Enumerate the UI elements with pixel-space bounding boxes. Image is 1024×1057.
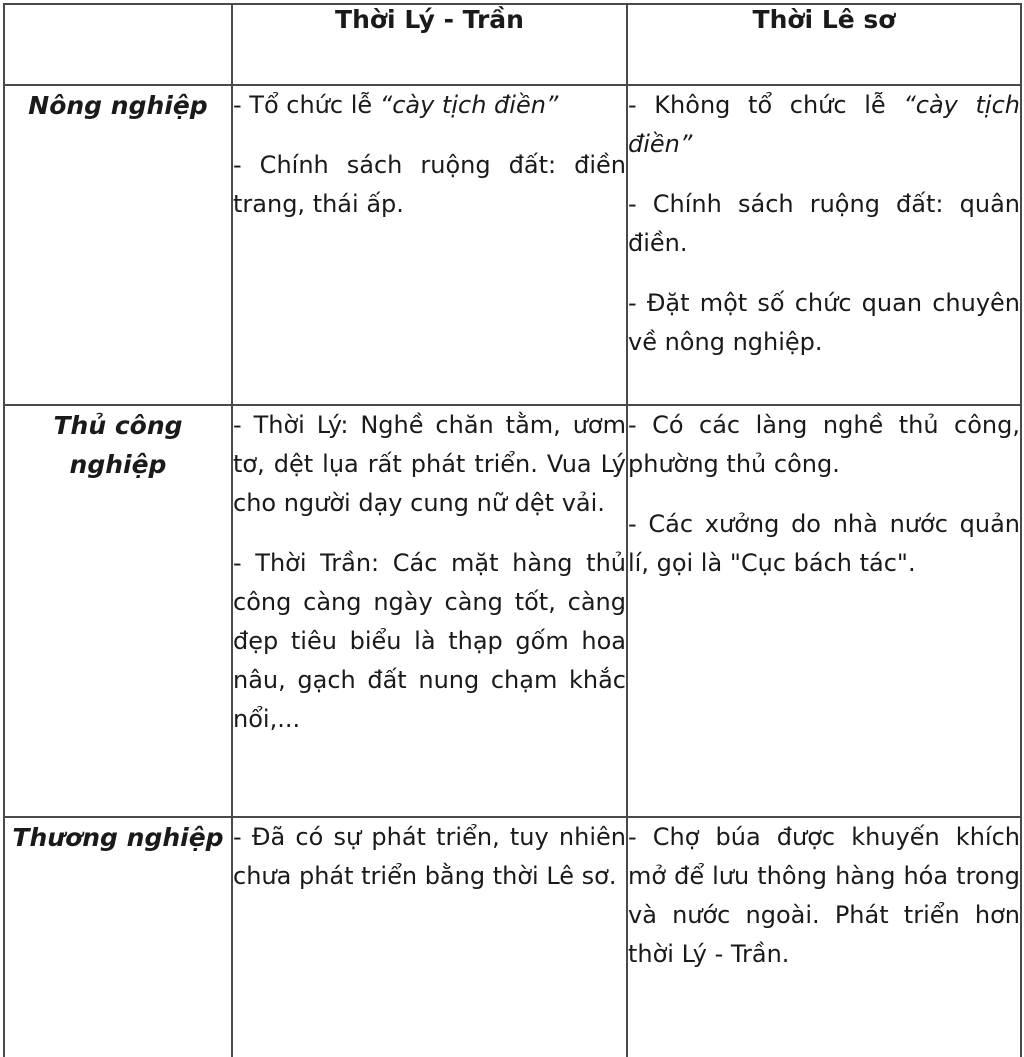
cell-thuong-nghiep-le-so xyxy=(627,817,1021,1057)
cell-paragraph: - Chính sách ruộng đất: điền trang, thái ấp. xyxy=(233,151,626,218)
header-empty-cell xyxy=(4,4,232,85)
comparison-table xyxy=(3,3,1022,1057)
cell-nong-nghiep-ly-tran xyxy=(232,85,627,405)
cell-paragraph: - Có các làng nghề thủ công, phường thủ công. xyxy=(628,411,1020,478)
table-row xyxy=(4,85,1021,405)
cell-paragraph: - Đặt một số chức quan chuyên về nông nghiệp. xyxy=(628,289,1020,356)
cell-thu-cong-ly-tran xyxy=(232,405,627,817)
row-label-thuong-nghiep: Thương nghiệp xyxy=(4,817,232,1057)
header-le-so: Thời Lê sơ xyxy=(627,4,1021,85)
header-ly-tran: Thời Lý - Trần xyxy=(232,4,627,85)
cell-paragraph: - Đã có sự phát triển, tuy nhiên chưa phát triển bằng thời Lê sơ. xyxy=(233,823,626,890)
cell-paragraph: - Thời Trần: Các mặt hàng thủ công càng ngày càng tốt, càng đẹp tiêu biểu là thạp gốm hoa nâu, gạch đất nung chạm khắc nổi,... xyxy=(233,549,626,733)
cell-paragraph: - Thời Lý: Nghề chăn tằm, ươm tơ, dệt lụa rất phát triển. Vua Lý cho người dạy cung nữ dệt vải. xyxy=(233,411,626,517)
cell-paragraph: - Không tổ chức lễ “cày tịch điền” xyxy=(628,91,1020,158)
table-row xyxy=(4,817,1021,1057)
cell-paragraph: - Các xưởng do nhà nước quản lí, gọi là "Cục bách tác". xyxy=(628,510,1020,577)
table-row xyxy=(4,405,1021,817)
cell-nong-nghiep-le-so xyxy=(627,85,1021,405)
cell-thuong-nghiep-ly-tran xyxy=(232,817,627,1057)
row-label-nong-nghiep: Nông nghiệp xyxy=(4,85,232,405)
cell-paragraph: - Chính sách ruộng đất: quân điền. xyxy=(628,190,1020,257)
row-label-thu-cong-nghiep: Thủ công nghiệp xyxy=(4,405,232,817)
cell-paragraph: - Tổ chức lễ “cày tịch điền” xyxy=(233,91,559,119)
cell-paragraph: - Chợ búa được khuyến khích mở để lưu thông hàng hóa trong và nước ngoài. Phát triển hơn thời Lý - Trần. xyxy=(628,823,1020,968)
cell-thu-cong-le-so xyxy=(627,405,1021,817)
header-row xyxy=(4,4,1021,85)
